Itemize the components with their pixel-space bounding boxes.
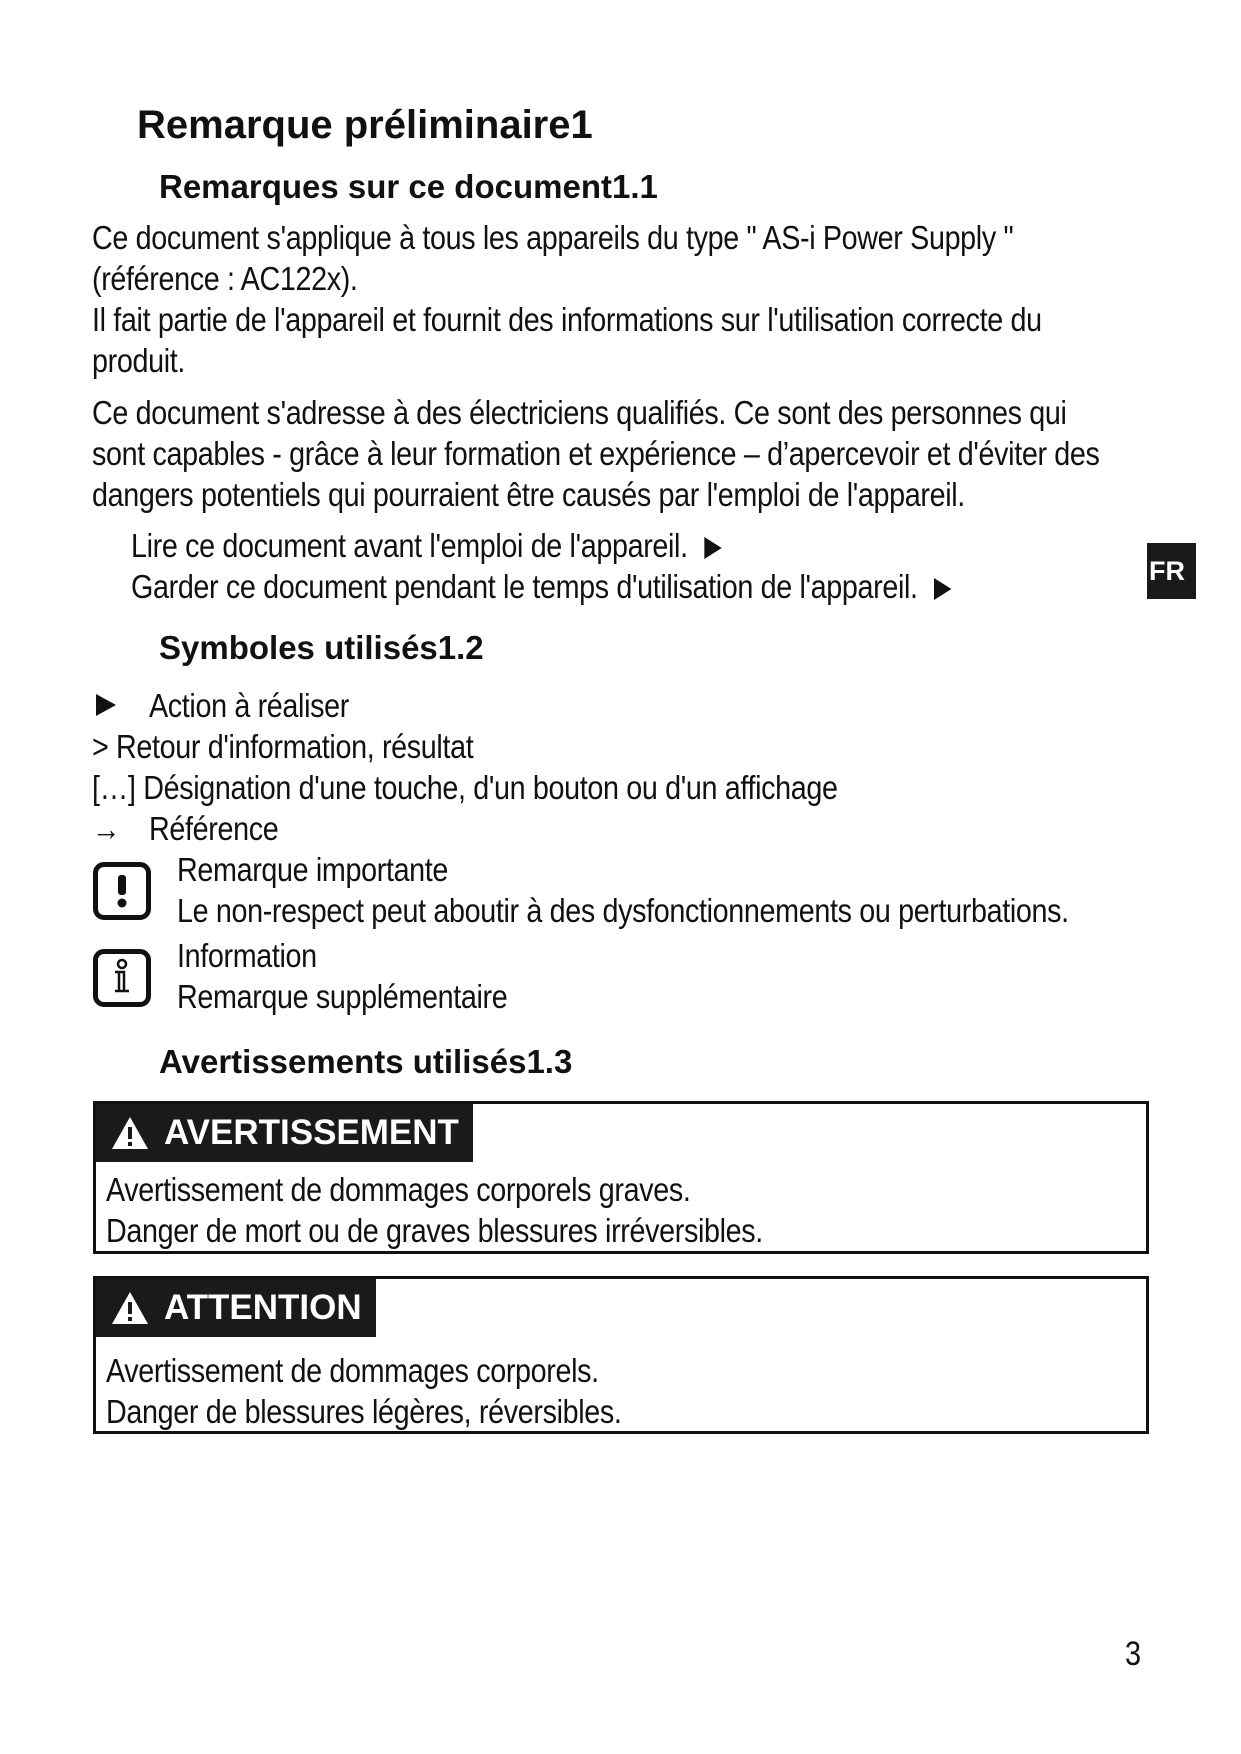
- language-tab: FR: [1147, 543, 1196, 599]
- info-text: Remarque supplémentaire: [177, 978, 508, 1015]
- symbol-reference-label: Référence: [149, 810, 279, 847]
- warning-line: Danger de mort ou de graves blessures irréversibles.: [106, 1212, 763, 1249]
- paragraph-line: (référence : AC122x).: [92, 260, 358, 297]
- warning-line: Avertissement de dommages corporels.: [106, 1352, 599, 1389]
- symbol-action-label: Action à réaliser: [149, 687, 349, 724]
- paragraph-line: dangers potentiels qui pourraient être causés par l'emploi de l'appareil.: [92, 476, 965, 513]
- important-title: Remarque importante: [177, 851, 449, 888]
- action-item: [131, 568, 951, 606]
- paragraph-line: sont capables - grâce à leur formation et expérience – d’apercevoir et d'éviter des: [92, 435, 1100, 472]
- action-text: Garder ce document pendant le temps d'utilisation de l'appareil.: [131, 568, 918, 605]
- warning-triangle-icon: [110, 1115, 150, 1151]
- page-heading: Remarque préliminaire1: [137, 103, 593, 147]
- important-icon: [93, 862, 151, 920]
- symbol-result-line: > Retour d'information, résultat: [92, 728, 474, 765]
- warning-label-text: AVERTISSEMENT: [164, 1113, 459, 1152]
- paragraph-line: produit.: [92, 342, 185, 379]
- paragraph-line: Il fait partie de l'appareil et fournit des informations sur l'utilisation correcte du: [92, 301, 1042, 338]
- important-text: Le non-respect peut aboutir à des dysfonctionnements ou perturbations.: [177, 892, 1069, 929]
- section-1-2-title: Symboles utilisés1.2: [159, 629, 484, 666]
- symbol-button-line: […] Désignation d'une touche, d'un bouton ou d'un affichage: [92, 769, 838, 806]
- info-title: Information: [177, 937, 317, 974]
- paragraph-line: Ce document s'applique à tous les appareils du type " AS-i Power Supply ": [92, 219, 1014, 256]
- section-1-1-title: Remarques sur ce document1.1: [159, 168, 658, 205]
- action-text: Lire ce document avant l'emploi de l'appareil.: [131, 527, 688, 564]
- info-icon: [93, 949, 151, 1007]
- warning-label: [96, 1104, 473, 1162]
- action-triangle-icon: [934, 578, 951, 600]
- action-triangle-icon: [704, 537, 721, 559]
- action-triangle-icon: [96, 694, 116, 716]
- warning-label-text: ATTENTION: [164, 1288, 362, 1327]
- action-item: [131, 527, 721, 565]
- warning-line: Avertissement de dommages corporels graves.: [106, 1171, 691, 1208]
- warning-box-avertissement: [93, 1101, 1149, 1254]
- page-number: 3: [1125, 1635, 1142, 1673]
- warning-line: Danger de blessures légères, réversibles.: [106, 1393, 622, 1430]
- section-1-3-title: Avertissements utilisés1.3: [159, 1043, 573, 1080]
- warning-triangle-icon: [110, 1290, 150, 1326]
- warning-box-attention: [93, 1276, 1149, 1434]
- symbol-arrow: →: [92, 810, 121, 847]
- warning-label: [96, 1279, 376, 1337]
- paragraph-line: Ce document s'adresse à des électriciens qualifiés. Ce sont des personnes qui: [92, 394, 1067, 431]
